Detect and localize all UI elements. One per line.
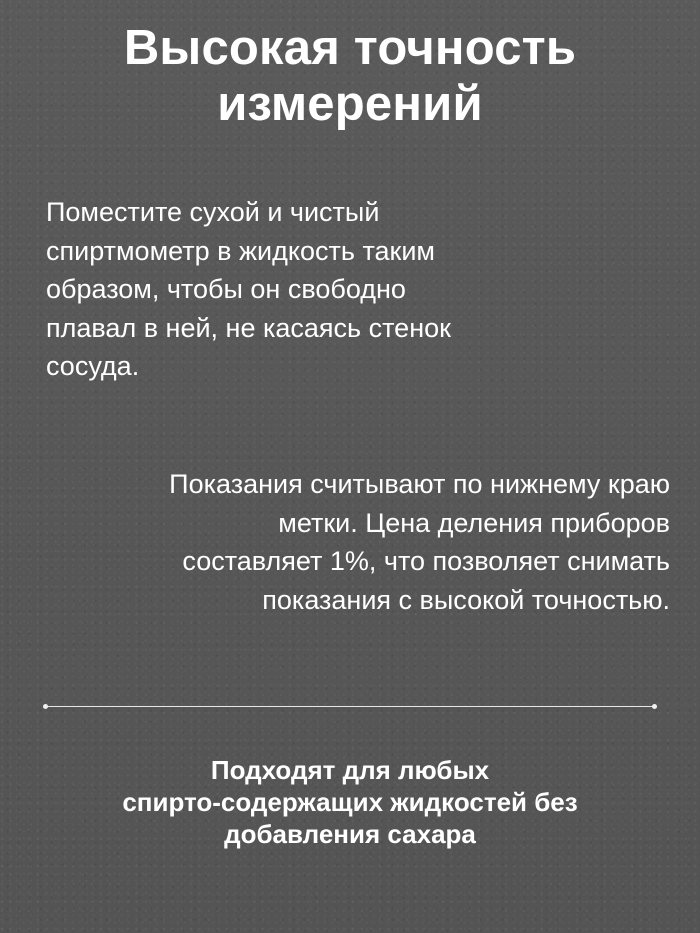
divider-left-dot	[43, 704, 48, 709]
reading-line: составляет 1%, что позволяет снимать	[182, 546, 670, 576]
divider-line	[46, 706, 654, 707]
title-line-2: измерений	[217, 77, 483, 131]
reading-line: метки. Цена деления приборов	[278, 507, 670, 538]
compatibility-line: Подходят для любых	[210, 755, 490, 785]
instruction-line: Поместите сухой и чистый	[46, 197, 380, 227]
instruction-paragraph	[46, 193, 666, 386]
compatibility-line: спирто-содержащих жидкостей без	[122, 787, 578, 817]
reading-paragraph	[30, 465, 670, 619]
compatibility-line: добавления сахара	[224, 819, 476, 849]
divider-right-dot	[652, 704, 657, 709]
section-divider	[44, 706, 656, 708]
reading-line: показания с высокой точностью.	[262, 584, 670, 615]
page-title	[0, 20, 700, 132]
instruction-line: спиртмометр в жидкость таким	[46, 235, 435, 266]
compatibility-note	[0, 754, 700, 850]
instruction-line: плавал в ней, не касаясь стенок	[46, 312, 451, 343]
instruction-line: сосуда.	[46, 351, 140, 381]
title-line-1: Высокая точность	[123, 21, 577, 75]
reading-line: Показания считывают по нижнему краю	[169, 469, 670, 499]
instruction-line: образом, чтобы он свободно	[46, 274, 406, 304]
